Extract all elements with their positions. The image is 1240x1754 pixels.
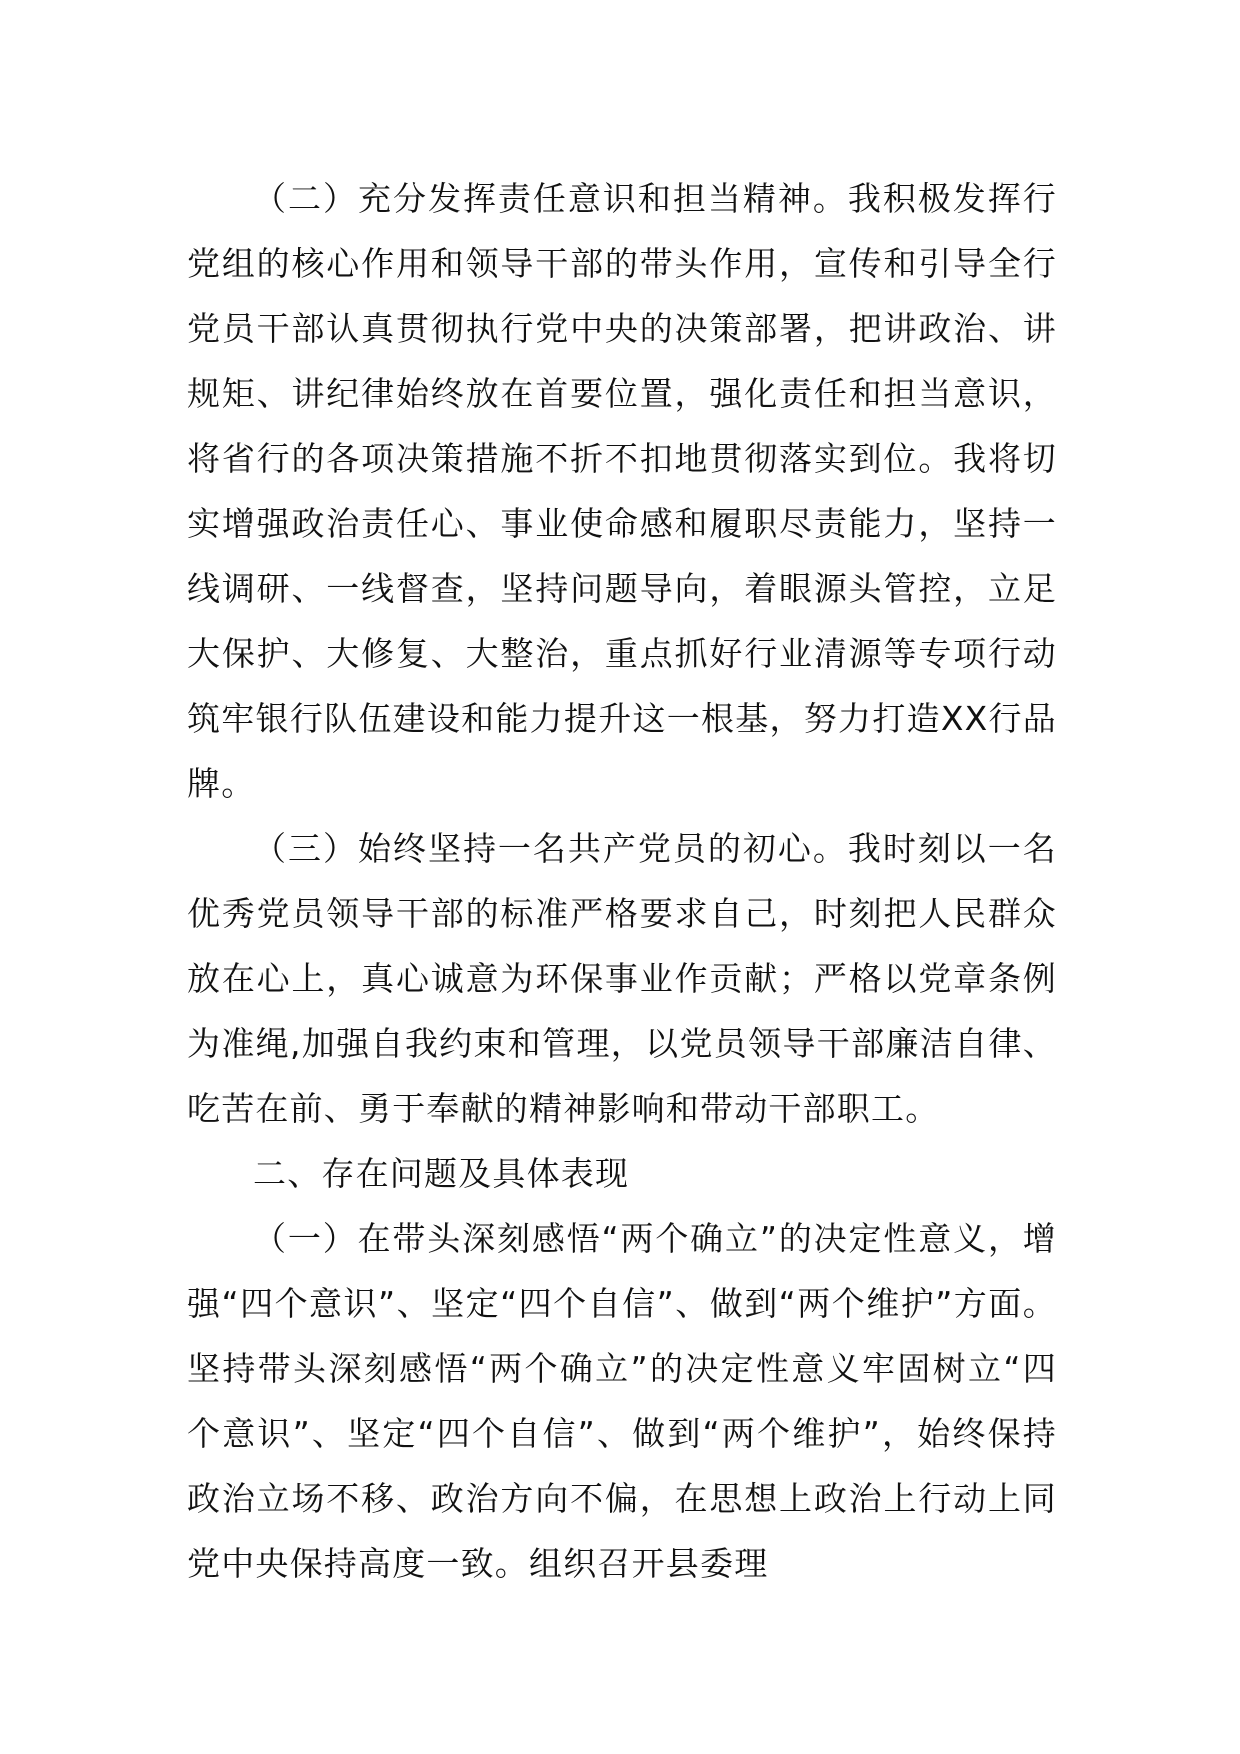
document-page [187,166,1057,1596]
paragraph-two-establishments: （一）在带头深刻感悟“两个确立”的决定性意义，增强“四个意识”、坚定“四个自信”、做到“两个维护”方面。坚持带头深刻感悟“两个确立”的决定性意义牢固树立“四个意识”、坚定“四个自信”、做到“两个维护”，始终保持政治立场不移、政治方向不偏，在思想上政治上行动上同党中央保持高度一致。组织召开县委理 [187,1219,1057,1583]
paragraph-original-aspiration: （三）始终坚持一名共产党员的初心。我时刻以一名优秀党员领导干部的标准严格要求自己，时刻把人民群众放在心上，真心诚意为环保事业作贡献；严格以党章条例为准绳,加强自我约束和管理，以党员领导干部廉洁自律、吃苦在前、勇于奉献的精神影响和带动干部职工。 [187,829,1057,1128]
section-heading-problems: 二、存在问题及具体表现 [253,1154,630,1193]
paragraph-responsibility: （二）充分发挥责任意识和担当精神。我积极发挥行党组的核心作用和领导干部的带头作用，宣传和引导全行党员干部认真贯彻执行党中央的决策部署，把讲政治、讲规矩、讲纪律始终放在首要位置，强化责任和担当意识，将省行的各项决策措施不折不扣地贯彻落实到位。我将切实增强政治责任心、事业使命感和履职尽责能力，坚持一线调研、一线督查，坚持问题导向，着眼源头管控，立足大保护、大修复、大整治，重点抓好行业清源等专项行动筑牢银行队伍建设和能力提升这一根基，努力打造XX行品牌。 [187,179,1057,803]
